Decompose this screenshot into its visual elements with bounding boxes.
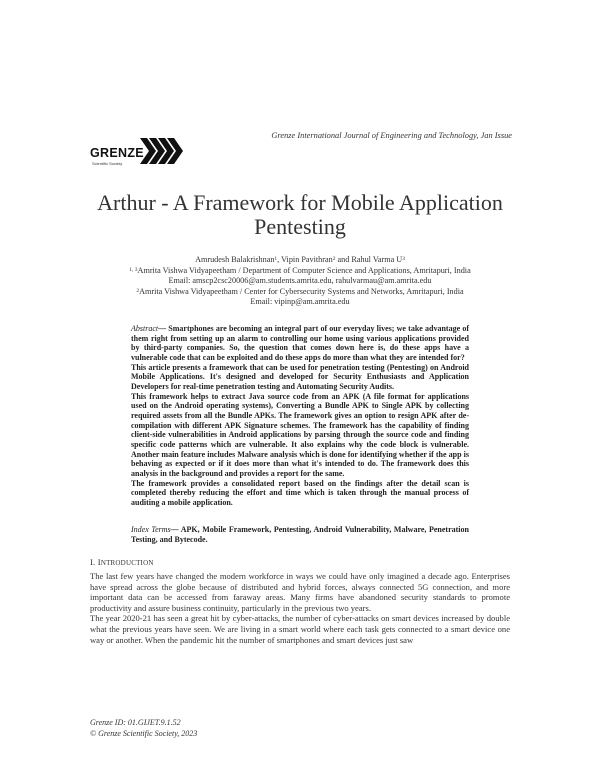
email-2: Email: vipinp@am.amrita.edu — [250, 297, 350, 307]
affiliation-2-sup: 2 — [136, 287, 140, 294]
author-list — [90, 255, 510, 266]
abstract-paragraph-1: Abstract— Smartphones are becoming an integral part of our everyday lives; we take advantage of them right from setting up an alarm to controlling our home using various applications provided by third-party companies. So, the question that comes down here is, do these apps have a vulnerable code that can be exploited and do these apps do more than what they are intended for? — [131, 324, 469, 362]
journal-name: Grenze International Journal of Engineering and Technology, Jan Issue — [271, 131, 512, 140]
copyright: © Grenze Scientific Society, 2023 — [90, 728, 198, 738]
author-2-sup: 2 — [332, 256, 336, 262]
body-text — [90, 571, 510, 645]
abstract-label: Abstract — [131, 324, 159, 333]
body-paragraph-2: The year 2020-21 has seen a great hit by cyber-attacks, the number of cyber-attacks on smart devices increased by double what the previous years have seen. We are living in a smart world where each task gets connected to a smart device one way or another. When the pandemic hit the number of smartphones and smart devices just saw — [90, 613, 510, 645]
grenze-id: Grenze ID: 01.GIJET.9.1.52 — [90, 718, 181, 727]
author-2: Vipin Pavithran — [281, 255, 333, 264]
abstract-paragraph-2: This article presents a framework that can be used for penetration testing (Pentesting) on Android Mobile Applications. It's designed and developed for Security Enthusiasts and Application Developers for real-time penetration testing and Automating Security Audits. — [131, 362, 469, 391]
index-terms: Index Terms— APK, Mobile Framework, Pentesting, Android Vulnerability, Malware, Penetration Testing, and Bytecode. — [131, 525, 469, 544]
grenze-logo — [90, 134, 188, 168]
author-1-sup: 1 — [274, 256, 278, 262]
author-block — [90, 255, 510, 308]
author-1: Amrudesh Balakrishnan — [195, 255, 275, 264]
author-separator: , — [277, 255, 282, 264]
abstract — [131, 324, 469, 507]
footer — [90, 718, 197, 739]
affiliation-2: $^2$Amrita Vishwa Vidyapeetham / Center for Cybersecurity Systems and Networks, Amritapuri, India — [136, 286, 464, 296]
author-3-sup: 3 — [402, 256, 405, 262]
author-3: Rahul Varma U — [351, 255, 403, 264]
paper-title — [90, 191, 510, 239]
body-paragraph-1: The last few years have changed the modern workforce in ways we could have only imagined a decade ago. Enterprises have spread across the globe because of distributed and hybrid forces, always connected 5G connection, and more important data can be accessed from faraway areas. Many firms have abandoned security standards to promote productivity and assure business continuity, particularly in the previous two years. — [90, 571, 510, 613]
email-1: Email: amscp2csc20006@am.students.amrita.edu, rahulvarmau@am.amrita.edu — [168, 276, 432, 286]
logo-wordmark: GRENZE — [90, 146, 144, 160]
author-separator: and — [335, 255, 352, 264]
affiliation-1-sup: 1, 3 — [129, 266, 138, 273]
title-line-1: Arthur - A Framework for Mobile Application — [97, 190, 503, 215]
chevron-arrows-icon — [140, 138, 188, 164]
logo-tagline: Scientific Society — [92, 161, 123, 166]
section-heading: I. INTRODUCTION — [90, 557, 154, 567]
index-terms-label: Index Terms — [131, 525, 171, 534]
affiliation-1: $^{1, 3}$Amrita Vishwa Vidyapeetham / Department of Computer Science and Applications, Amritapuri, India — [129, 265, 471, 275]
abstract-paragraph-3: This framework helps to extract Java source code from an APK (A file format for applications used on the Android operating systems), Converting a Bundle APK to Single APK by collecting required assets from all the Bundle APKs. The framework gives an option to resign APK after de-compilation with different APK Signature schemes. The framework has the capability of finding client-side vulnerabilities in Android applications by parsing through the source code and finding specific code patterns which are vulnerable. It also explains why the code block is vulnerable. Another main feature includes Malware analysis which is done for identifying whether if the app is behaving as expected or if it does more than what it's intended to do. The framework does this analysis in the background and provides a report for the same. — [131, 391, 469, 478]
abstract-paragraph-4: The framework provides a consolidated report based on the findings after the detail scan is completed thereby reducing the effort and time which is taken through the manual process of auditing a mobile application. — [131, 478, 469, 507]
title-line-2: Pentesting — [254, 214, 346, 239]
